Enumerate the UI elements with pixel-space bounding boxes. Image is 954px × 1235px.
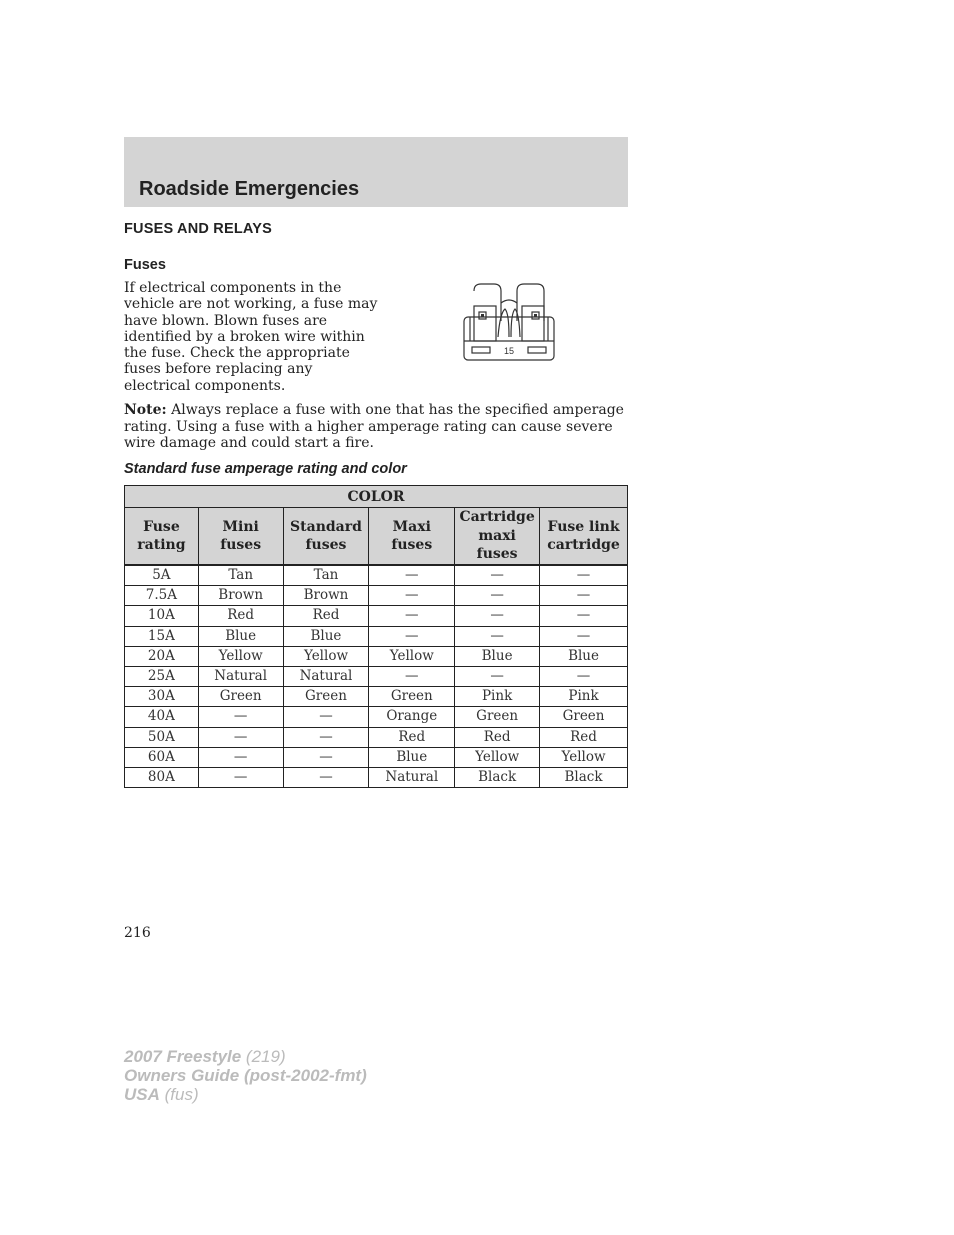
table-cell: Pink <box>540 687 628 707</box>
table-cell: Natural <box>369 767 455 787</box>
section-heading: FUSES AND RELAYS <box>124 221 272 237</box>
table-cell: 25A <box>125 666 199 686</box>
table-cell: Green <box>455 707 540 727</box>
table-cell: — <box>455 626 540 646</box>
table-cell: — <box>540 626 628 646</box>
table-cell: — <box>540 606 628 626</box>
column-header: Maxi fuses <box>369 508 455 566</box>
table-row <box>125 626 628 646</box>
table-cell: Yellow <box>369 646 455 666</box>
table-cell: — <box>198 747 283 767</box>
table-row <box>125 565 628 586</box>
table-cell: 60A <box>125 747 199 767</box>
table-cell: Green <box>369 687 455 707</box>
table-row <box>125 747 628 767</box>
section-header-band <box>124 137 628 207</box>
table-row <box>125 707 628 727</box>
table-cell: — <box>369 565 455 586</box>
table-cell: — <box>283 767 369 787</box>
note-label: Note: <box>124 402 167 418</box>
table-cell: Brown <box>283 586 369 606</box>
table-cell: 20A <box>125 646 199 666</box>
table-cell: Pink <box>455 687 540 707</box>
table-group-header: COLOR <box>125 486 628 508</box>
table-cell: — <box>540 565 628 586</box>
table-cell: Natural <box>198 666 283 686</box>
note-text: Always replace a fuse with one that has the specified amperage rating. Using a fuse with a higher amperage rating can cause severe wire damage and could start a fire. <box>124 402 624 451</box>
table-cell: 50A <box>125 727 199 747</box>
column-header: Cartridge maxi fuses <box>455 508 540 566</box>
footer-market-code: (fus) <box>159 1085 199 1104</box>
table-cell: Blue <box>283 626 369 646</box>
table-cell: 5A <box>125 565 199 586</box>
table-cell: Green <box>283 687 369 707</box>
table-cell: — <box>455 606 540 626</box>
footer-model: 2007 Freestyle <box>124 1047 242 1066</box>
table-cell: Green <box>540 707 628 727</box>
table-row <box>125 687 628 707</box>
table-cell: — <box>283 727 369 747</box>
page-number: 216 <box>124 925 151 941</box>
table-cell: Natural <box>283 666 369 686</box>
fuse-color-table <box>124 485 628 788</box>
table-cell: Yellow <box>283 646 369 666</box>
table-cell: — <box>198 727 283 747</box>
footer-guide: Owners Guide (post-2002-fmt) <box>124 1066 367 1085</box>
table-cell: Yellow <box>198 646 283 666</box>
table-cell: Black <box>455 767 540 787</box>
table-cell: Red <box>283 606 369 626</box>
table-cell: — <box>198 707 283 727</box>
table-title: Standard fuse amperage rating and color <box>124 461 407 477</box>
table-cell: Green <box>198 687 283 707</box>
table-cell: — <box>540 666 628 686</box>
table-cell: 15A <box>125 626 199 646</box>
note-paragraph <box>124 402 628 452</box>
subsection-heading: Fuses <box>124 257 166 273</box>
table-cell: Orange <box>369 707 455 727</box>
table-row <box>125 767 628 787</box>
table-cell: Red <box>198 606 283 626</box>
table-cell: Brown <box>198 586 283 606</box>
table-cell: Red <box>455 727 540 747</box>
table-cell: — <box>283 707 369 727</box>
column-header: Mini fuses <box>198 508 283 566</box>
table-cell: 7.5A <box>125 586 199 606</box>
table-cell: 40A <box>125 707 199 727</box>
table-cell: Yellow <box>540 747 628 767</box>
table-cell: Red <box>540 727 628 747</box>
table-cell: — <box>455 565 540 586</box>
column-header: Standard fuses <box>283 508 369 566</box>
table-cell: Tan <box>283 565 369 586</box>
document-footer <box>124 1047 367 1104</box>
table-cell: 80A <box>125 767 199 787</box>
table-cell: — <box>369 606 455 626</box>
table-cell: — <box>455 586 540 606</box>
table-row <box>125 646 628 666</box>
table-cell: — <box>198 767 283 787</box>
table-cell: 10A <box>125 606 199 626</box>
blade-fuse-icon <box>462 283 556 361</box>
table-cell: Blue <box>198 626 283 646</box>
table-cell: — <box>369 586 455 606</box>
table-cell: 30A <box>125 687 199 707</box>
page-title: Roadside Emergencies <box>139 178 360 200</box>
table-cell: — <box>455 666 540 686</box>
table-cell: Yellow <box>455 747 540 767</box>
table-cell: Tan <box>198 565 283 586</box>
table-row <box>125 666 628 686</box>
table-cell: — <box>369 626 455 646</box>
table-cell: Blue <box>369 747 455 767</box>
table-row <box>125 727 628 747</box>
footer-market: USA <box>124 1085 160 1104</box>
intro-paragraph: If electrical components in the vehicle are not working, a fuse may have blown. Blown fuses are identified by a broken wire within the fuse. Check the appropriate fuses before replacing any electrical components. <box>124 280 378 394</box>
table-cell: Blue <box>540 646 628 666</box>
table-cell: — <box>369 666 455 686</box>
footer-model-code: (219) <box>241 1047 286 1066</box>
table-cell: — <box>540 586 628 606</box>
fuse-rating-label: 15 <box>503 346 515 356</box>
table-row <box>125 606 628 626</box>
table-cell: Blue <box>455 646 540 666</box>
table-cell: Red <box>369 727 455 747</box>
column-header: Fuse link cartridge <box>540 508 628 566</box>
table-cell: Black <box>540 767 628 787</box>
table-cell: — <box>283 747 369 767</box>
column-header: Fuse rating <box>125 508 199 566</box>
table-row <box>125 586 628 606</box>
